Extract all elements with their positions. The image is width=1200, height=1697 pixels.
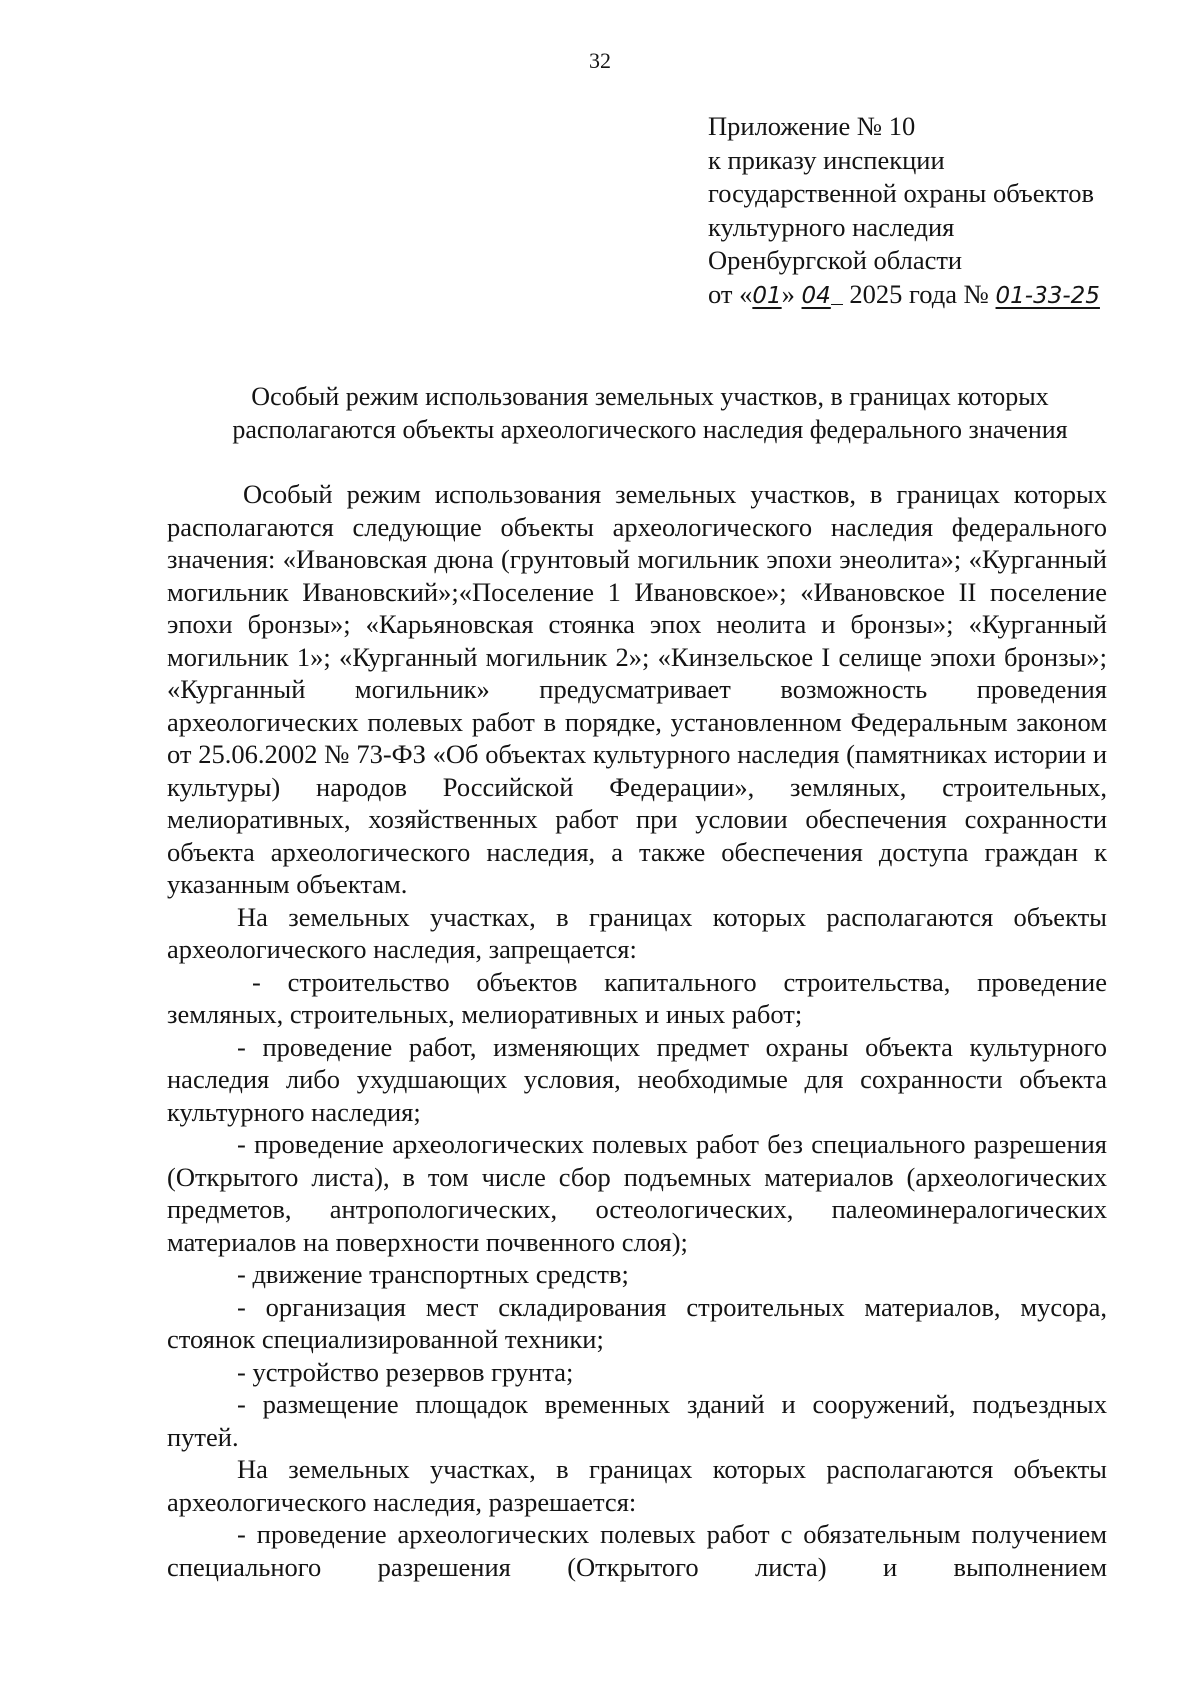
document-body	[167, 478, 1107, 1583]
prohibited-item: - строительство объектов капитального строительства, проведение земляных, строительных, мелиоративных и иных работ;	[167, 966, 1107, 1029]
page-number: 32	[589, 48, 611, 73]
paragraph-allowed-intro: На земельных участках, в границах которых располагаются объекты археологического наследия, разрешается:	[167, 1454, 1107, 1517]
appendix-line: культурного наследия	[708, 211, 955, 242]
prohibited-item: - размещение площадок временных зданий и сооружений, подъездных путей.	[167, 1389, 1107, 1452]
paragraph-intro: Особый режим использования земельных участков, в границах которых располагаются следующие объекты археологического наследия федерального значения: «Ивановская дюна (грунтовый могильник эпохи энеолита»; «Курганный могильник Ивановский»;«Поселение 1 Ивановское»; «Ивановское II поселение эпохи бронзы»; «Карьяновская стоянка эпох неолита и бронзы»; «Курганный могильник 1»; «Курганный могильник 2»; «Кинзельское I селище эпохи бронзы»; «Курганный могильник» предусматривает возможность проведения археологических полевых работ в порядке, установленном Федеральным законом от 25.06.2002 № 73-ФЗ «Об объектах культурного наследия (памятниках истории и культуры) народов Российской Федерации», земляных, строительных, мелиоративных, хозяйственных работ при условии обеспечения сохранности объекта археологического наследия, а также обеспечения доступа граждан к указанным объектам.	[167, 479, 1107, 899]
date-prefix: от «	[708, 278, 753, 309]
prohibited-item: - проведение работ, изменяющих предмет охраны объекта культурного наследия либо ухудшающих условия, необходимые для сохранности объекта культурного наследия;	[167, 1031, 1107, 1127]
date-year: 2025 года №	[842, 278, 996, 309]
prohibited-item: - устройство резервов грунта;	[237, 1356, 574, 1387]
appendix-date-line	[708, 278, 1100, 314]
appendix-line: к приказу инспекции	[708, 144, 945, 175]
appendix-line: государственной охраны объектов	[708, 178, 1095, 208]
date-mid: »	[781, 278, 802, 309]
handwritten-month: 04	[801, 282, 831, 309]
allowed-item: - проведение археологических полевых работ с обязательным получением специального разрешения (Открытого листа) и выполнением	[167, 1519, 1107, 1582]
title-line: располагаются объекты археологического наследия федерального значения	[232, 415, 1068, 444]
appendix-line: Приложение № 10	[708, 111, 916, 141]
appendix-header	[708, 110, 1100, 313]
paragraph-prohibited-intro: На земельных участках, в границах которых располагаются объекты археологического наследия, запрещается:	[167, 901, 1107, 964]
prohibited-item: - организация мест складирования строительных материалов, мусора, стоянок специализированной техники;	[167, 1291, 1107, 1354]
prohibited-item: - проведение археологических полевых работ без специального разрешения (Открытого листа), в том числе сбор подъемных материалов (археологических предметов, антропологических, остеологических, палеоминералогических материалов на поверхности почвенного слоя);	[167, 1129, 1107, 1257]
handwritten-day: 01	[752, 282, 782, 309]
appendix-line: Оренбургской области	[708, 245, 963, 275]
document-title	[150, 380, 1150, 446]
date-blank-line	[831, 304, 843, 305]
title-line: Особый режим использования земельных участков, в границах которых	[251, 382, 1049, 411]
prohibited-item: - движение транспортных средств;	[237, 1259, 629, 1289]
handwritten-order-number: 01-33-25	[995, 282, 1100, 309]
